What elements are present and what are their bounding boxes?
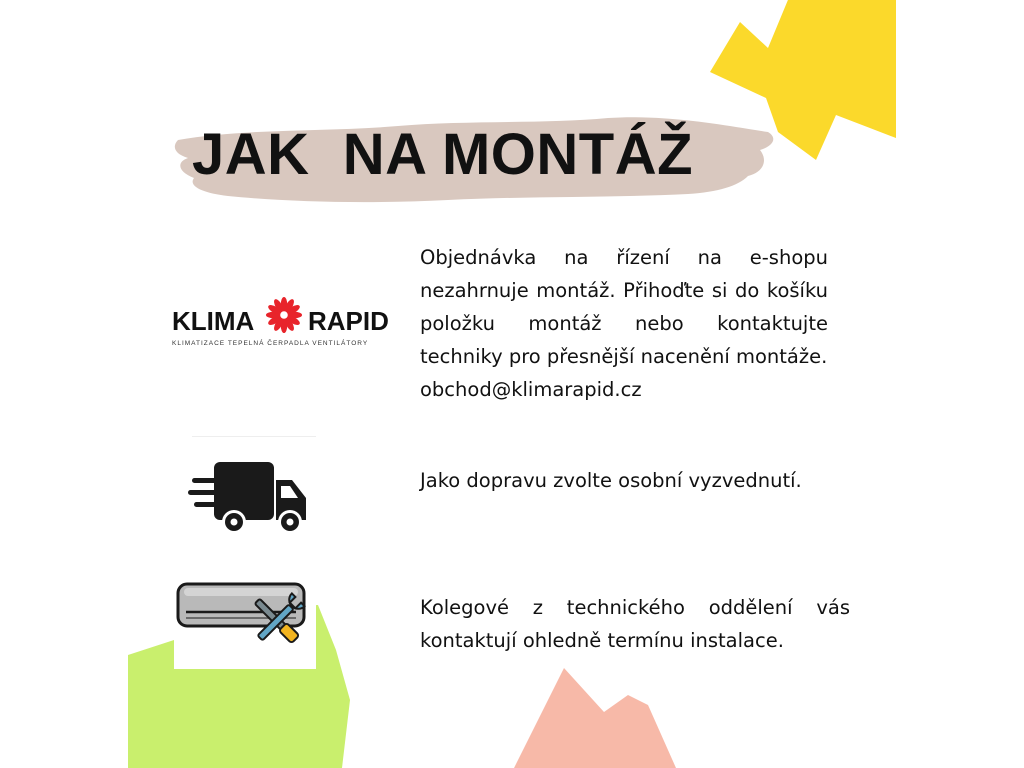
paragraph-installation: Kolegové z technického oddělení vás kontaktují ohledně termínu instalace.: [420, 596, 850, 652]
logo-flower-icon: [265, 296, 303, 334]
email-link[interactable]: obchod@klimarapid.cz: [420, 378, 642, 401]
page-title: JAK NA MONTÁŽ: [192, 122, 694, 187]
logo-word-klima: KLIMA: [172, 306, 255, 336]
salmon-shape: [514, 668, 676, 768]
klima-rapid-logo: [172, 296, 402, 352]
infographic-canvas: [128, 0, 896, 768]
air-conditioner-tools-icon: [174, 578, 316, 650]
divider: [192, 436, 316, 437]
logo-tagline: KLIMATIZACE TEPELNÁ ČERPADLA VENTILÁTORY: [172, 340, 369, 347]
order-info-text: Objednávka na řízení na e-shopu nezahrnuje montáž. Přihoďte si do košíku položku montáž nebo kontaktujte techniky pro přesnější nacenění montáže.: [420, 246, 828, 368]
paragraph-delivery: Jako dopravu zvolte osobní vyzvednutí.: [420, 469, 802, 492]
delivery-truck-icon: [188, 458, 312, 538]
logo-word-rapid: RAPID: [308, 306, 389, 336]
paragraph-order-info: [420, 241, 828, 406]
